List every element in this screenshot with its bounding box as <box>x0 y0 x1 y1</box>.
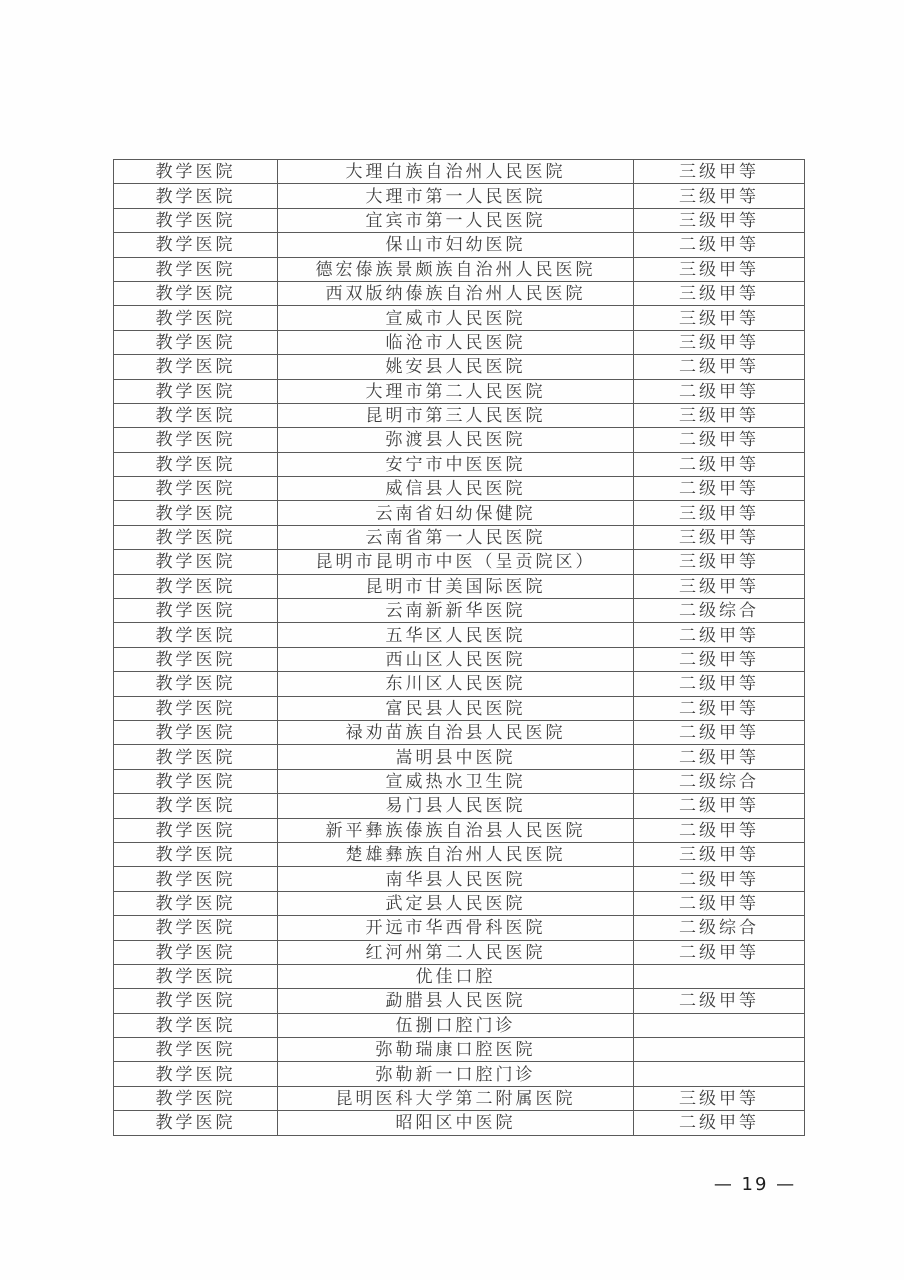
table-row <box>114 257 805 281</box>
table-row <box>114 160 805 184</box>
grade-cell: 三级甲等 <box>634 842 805 866</box>
table-row <box>114 184 805 208</box>
table-row <box>114 867 805 891</box>
hospital-cell: 南华县人民医院 <box>278 867 634 891</box>
table-row <box>114 574 805 598</box>
category-cell: 教学医院 <box>114 745 278 769</box>
table-row <box>114 208 805 232</box>
hospital-cell: 楚雄彝族自治州人民医院 <box>278 842 634 866</box>
category-cell: 教学医院 <box>114 623 278 647</box>
hospital-cell: 云南省第一人民医院 <box>278 525 634 549</box>
hospital-cell: 临沧市人民医院 <box>278 330 634 354</box>
category-cell: 教学医院 <box>114 428 278 452</box>
grade-cell: 二级甲等 <box>634 696 805 720</box>
table-row <box>114 379 805 403</box>
category-cell: 教学医院 <box>114 233 278 257</box>
grade-cell: 二级甲等 <box>634 891 805 915</box>
hospital-cell: 宣威热水卫生院 <box>278 769 634 793</box>
hospital-table <box>113 159 805 1136</box>
hospital-cell: 武定县人民医院 <box>278 891 634 915</box>
table-row <box>114 940 805 964</box>
category-cell: 教学医院 <box>114 184 278 208</box>
table-row <box>114 720 805 744</box>
table-row <box>114 989 805 1013</box>
hospital-cell: 昆明市昆明市中医（呈贡院区） <box>278 550 634 574</box>
hospital-cell: 昆明市第三人民医院 <box>278 403 634 427</box>
table-row <box>114 501 805 525</box>
category-cell: 教学医院 <box>114 306 278 330</box>
grade-cell: 二级甲等 <box>634 233 805 257</box>
category-cell: 教学医院 <box>114 794 278 818</box>
hospital-cell: 宣威市人民医院 <box>278 306 634 330</box>
category-cell: 教学医院 <box>114 403 278 427</box>
grade-cell: 三级甲等 <box>634 403 805 427</box>
category-cell: 教学医院 <box>114 647 278 671</box>
hospital-cell: 姚安县人民医院 <box>278 355 634 379</box>
table-row <box>114 306 805 330</box>
table-row <box>114 599 805 623</box>
category-cell: 教学医院 <box>114 452 278 476</box>
table-row <box>114 355 805 379</box>
hospital-cell: 新平彝族傣族自治县人民医院 <box>278 818 634 842</box>
table-row <box>114 647 805 671</box>
hospital-cell: 嵩明县中医院 <box>278 745 634 769</box>
hospital-cell: 弥勒瑞康口腔医院 <box>278 1038 634 1062</box>
grade-cell <box>634 1038 805 1062</box>
table-row <box>114 672 805 696</box>
hospital-cell: 弥勒新一口腔门诊 <box>278 1062 634 1086</box>
hospital-cell: 威信县人民医院 <box>278 477 634 501</box>
grade-cell: 二级综合 <box>634 916 805 940</box>
category-cell: 教学医院 <box>114 379 278 403</box>
category-cell: 教学医院 <box>114 160 278 184</box>
grade-cell: 二级甲等 <box>634 477 805 501</box>
category-cell: 教学医院 <box>114 720 278 744</box>
hospital-cell: 富民县人民医院 <box>278 696 634 720</box>
table-row <box>114 916 805 940</box>
table-row <box>114 477 805 501</box>
hospital-cell: 优佳口腔 <box>278 964 634 988</box>
category-cell: 教学医院 <box>114 550 278 574</box>
category-cell: 教学医院 <box>114 989 278 1013</box>
hospital-cell: 德宏傣族景颇族自治州人民医院 <box>278 257 634 281</box>
table-row <box>114 1013 805 1037</box>
grade-cell: 三级甲等 <box>634 184 805 208</box>
hospital-cell: 大理市第一人民医院 <box>278 184 634 208</box>
category-cell: 教学医院 <box>114 281 278 305</box>
table-row <box>114 1086 805 1110</box>
category-cell: 教学医院 <box>114 501 278 525</box>
category-cell: 教学医院 <box>114 599 278 623</box>
hospital-cell: 云南省妇幼保健院 <box>278 501 634 525</box>
table-row <box>114 769 805 793</box>
grade-cell: 二级甲等 <box>634 647 805 671</box>
hospital-cell: 五华区人民医院 <box>278 623 634 647</box>
table-row <box>114 964 805 988</box>
table-row <box>114 745 805 769</box>
table-row <box>114 1038 805 1062</box>
table-row <box>114 623 805 647</box>
grade-cell: 三级甲等 <box>634 281 805 305</box>
grade-cell: 二级甲等 <box>634 623 805 647</box>
table-row <box>114 1111 805 1135</box>
grade-cell: 三级甲等 <box>634 501 805 525</box>
hospital-cell: 西双版纳傣族自治州人民医院 <box>278 281 634 305</box>
category-cell: 教学医院 <box>114 1038 278 1062</box>
table-row <box>114 696 805 720</box>
hospital-cell: 保山市妇幼医院 <box>278 233 634 257</box>
hospital-cell: 安宁市中医医院 <box>278 452 634 476</box>
category-cell: 教学医院 <box>114 330 278 354</box>
category-cell: 教学医院 <box>114 525 278 549</box>
grade-cell: 二级综合 <box>634 769 805 793</box>
category-cell: 教学医院 <box>114 1062 278 1086</box>
hospital-cell: 开远市华西骨科医院 <box>278 916 634 940</box>
category-cell: 教学医院 <box>114 257 278 281</box>
table-row <box>114 1062 805 1086</box>
hospital-cell: 红河州第二人民医院 <box>278 940 634 964</box>
grade-cell: 二级甲等 <box>634 989 805 1013</box>
category-cell: 教学医院 <box>114 1111 278 1135</box>
grade-cell: 三级甲等 <box>634 330 805 354</box>
table-row <box>114 818 805 842</box>
hospital-cell: 禄劝苗族自治县人民医院 <box>278 720 634 744</box>
category-cell: 教学医院 <box>114 1013 278 1037</box>
table-row <box>114 525 805 549</box>
hospital-cell: 宜宾市第一人民医院 <box>278 208 634 232</box>
hospital-cell: 伍捌口腔门诊 <box>278 1013 634 1037</box>
grade-cell: 二级甲等 <box>634 940 805 964</box>
grade-cell: 二级甲等 <box>634 867 805 891</box>
grade-cell: 二级甲等 <box>634 745 805 769</box>
grade-cell: 二级甲等 <box>634 428 805 452</box>
table-row <box>114 794 805 818</box>
grade-cell: 三级甲等 <box>634 574 805 598</box>
grade-cell: 三级甲等 <box>634 525 805 549</box>
hospital-cell: 东川区人民医院 <box>278 672 634 696</box>
category-cell: 教学医院 <box>114 940 278 964</box>
hospital-table-body <box>114 160 805 1136</box>
category-cell: 教学医院 <box>114 964 278 988</box>
grade-cell: 二级甲等 <box>634 794 805 818</box>
grade-cell: 三级甲等 <box>634 550 805 574</box>
table-row <box>114 842 805 866</box>
grade-cell: 三级甲等 <box>634 208 805 232</box>
category-cell: 教学医院 <box>114 867 278 891</box>
grade-cell: 三级甲等 <box>634 1086 805 1110</box>
hospital-cell: 勐腊县人民医院 <box>278 989 634 1013</box>
grade-cell: 二级甲等 <box>634 672 805 696</box>
hospital-cell: 昆明医科大学第二附属医院 <box>278 1086 634 1110</box>
grade-cell: 二级甲等 <box>634 452 805 476</box>
category-cell: 教学医院 <box>114 1086 278 1110</box>
grade-cell: 二级甲等 <box>634 818 805 842</box>
table-row <box>114 403 805 427</box>
hospital-cell: 弥渡县人民医院 <box>278 428 634 452</box>
category-cell: 教学医院 <box>114 769 278 793</box>
hospital-cell: 大理市第二人民医院 <box>278 379 634 403</box>
grade-cell: 二级甲等 <box>634 379 805 403</box>
category-cell: 教学医院 <box>114 842 278 866</box>
table-row <box>114 452 805 476</box>
category-cell: 教学医院 <box>114 574 278 598</box>
table-row <box>114 891 805 915</box>
grade-cell <box>634 1062 805 1086</box>
category-cell: 教学医院 <box>114 696 278 720</box>
grade-cell: 二级综合 <box>634 599 805 623</box>
category-cell: 教学医院 <box>114 208 278 232</box>
category-cell: 教学医院 <box>114 916 278 940</box>
table-row <box>114 330 805 354</box>
hospital-cell: 云南新新华医院 <box>278 599 634 623</box>
grade-cell: 二级甲等 <box>634 1111 805 1135</box>
grade-cell <box>634 964 805 988</box>
hospital-cell: 昆明市甘美国际医院 <box>278 574 634 598</box>
grade-cell: 三级甲等 <box>634 257 805 281</box>
category-cell: 教学医院 <box>114 355 278 379</box>
grade-cell: 三级甲等 <box>634 306 805 330</box>
grade-cell <box>634 1013 805 1037</box>
category-cell: 教学医院 <box>114 477 278 501</box>
hospital-cell: 大理白族自治州人民医院 <box>278 160 634 184</box>
grade-cell: 三级甲等 <box>634 160 805 184</box>
table-row <box>114 550 805 574</box>
table-row <box>114 281 805 305</box>
table-row <box>114 428 805 452</box>
category-cell: 教学医院 <box>114 672 278 696</box>
table-row <box>114 233 805 257</box>
category-cell: 教学医院 <box>114 891 278 915</box>
hospital-cell: 易门县人民医院 <box>278 794 634 818</box>
hospital-cell: 昭阳区中医院 <box>278 1111 634 1135</box>
grade-cell: 二级甲等 <box>634 720 805 744</box>
page-number: — 19 — <box>713 1174 797 1195</box>
hospital-cell: 西山区人民医院 <box>278 647 634 671</box>
grade-cell: 二级甲等 <box>634 355 805 379</box>
category-cell: 教学医院 <box>114 818 278 842</box>
